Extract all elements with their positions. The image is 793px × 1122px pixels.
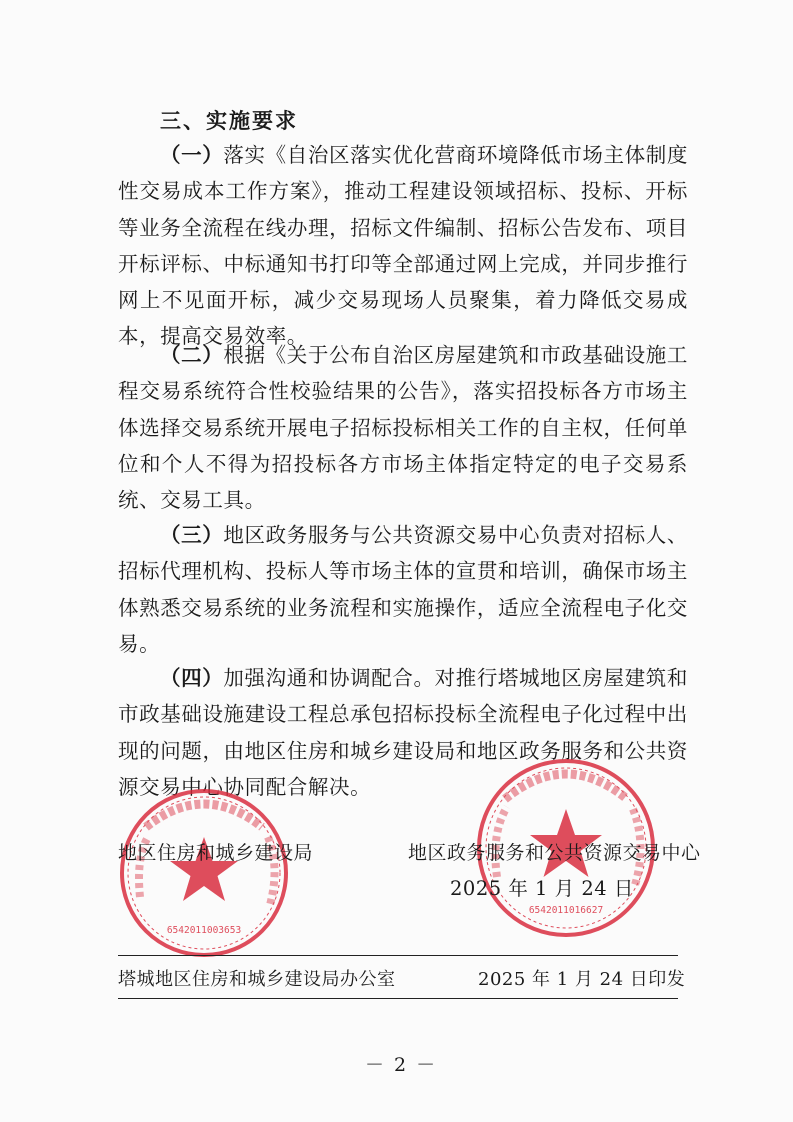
- signature-right: 地区政务服务和公共资源交易中心: [408, 842, 701, 864]
- official-seal-left: [118, 787, 290, 959]
- paragraph-3-text: 地区政务服务与公共资源交易中心负责对招标人、招标代理机构、投标人等市场主体的宣贯和培训，确保市场主体熟悉交易系统的业务流程和实施操作，适应全流程电子化交易。: [118, 523, 688, 656]
- footer-top-rule: [118, 955, 678, 956]
- footer-office: 塔城地区住房和城乡建设局办公室: [118, 969, 396, 990]
- paragraph-4-lead: （四）: [160, 666, 224, 690]
- section-heading: 三、实施要求: [160, 109, 298, 133]
- paragraph-1-lead: （一）: [160, 143, 224, 167]
- footer-print-date: 2025 年 1 月 24 日印发: [478, 969, 686, 990]
- paragraph-1-text: 落实《自治区落实优化营商环境降低市场主体制度性交易成本工作方案》，推动工程建设领域招标、投标、开标等业务全流程在线办理，招标文件编制、招标公告发布、项目开标评标、中标通知书打印等全部通过网上完成，并同步推行网上不见面开标，减少交易现场人员聚集，着力降低交易成本，提高交易效率。: [118, 143, 688, 349]
- signature-date: 2025 年 1 月 24 日: [450, 877, 634, 900]
- paragraph-2: [118, 337, 688, 518]
- paragraph-3-lead: （三）: [160, 523, 224, 547]
- seal-right-number: 6542011016627: [528, 905, 604, 916]
- paragraph-4-text: 加强沟通和协调配合。对推行塔城地区房屋建筑和市政基础设施建设工程总承包招标投标全流程电子化过程中出现的问题，由地区住房和城乡建设局和地区政务服务和公共资源交易中心协同配合解决。: [118, 666, 688, 799]
- seal-left-number: 6542011003653: [166, 925, 242, 936]
- paragraph-3: [118, 517, 688, 662]
- paragraph-2-text: 根据《关于公布自治区房屋建筑和市政基础设施工程交易系统符合性校验结果的公告》，落实招投标各方市场主体选择交易系统开展电子招标投标相关工作的自主权，任何单位和个人不得为招投标各方市场主体指定特定的电子交易系统、交易工具。: [118, 343, 688, 513]
- signature-left: 地区住房和城乡建设局: [118, 842, 314, 864]
- footer-bottom-rule: [118, 998, 678, 999]
- page-number: － 2 －: [365, 1054, 438, 1076]
- paragraph-1: [118, 137, 688, 355]
- paragraph-2-lead: （二）: [160, 343, 224, 367]
